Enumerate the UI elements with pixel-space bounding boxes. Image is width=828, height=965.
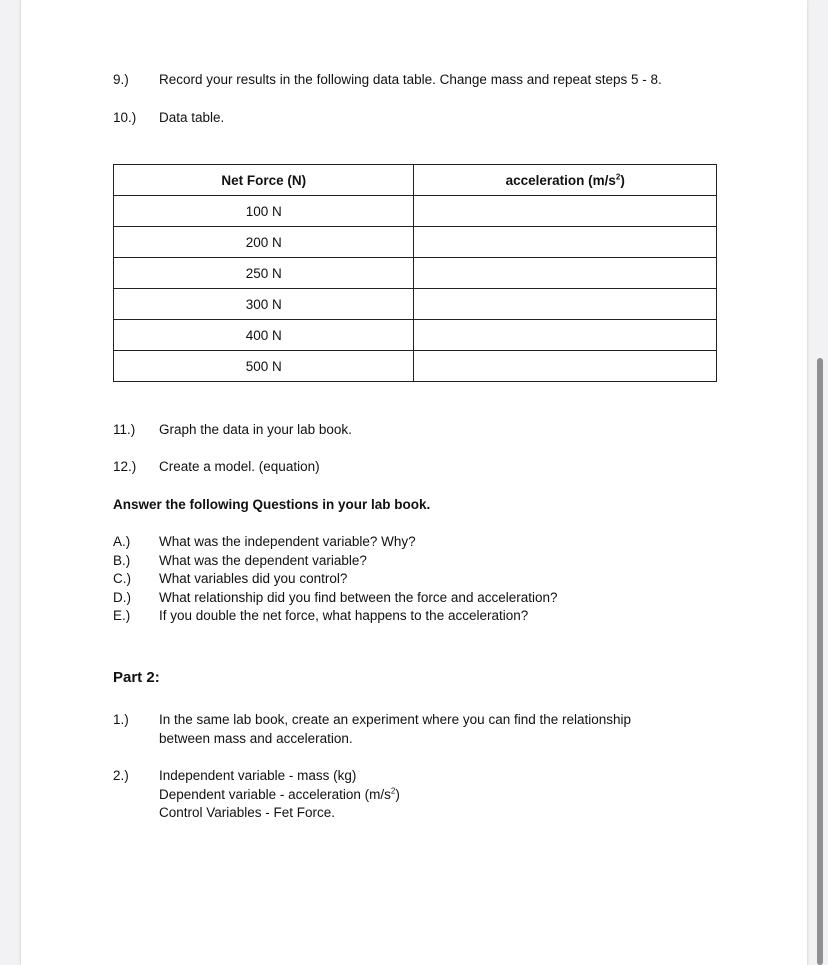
header-acceleration-close: ) <box>620 172 625 188</box>
question-b-text: What was the dependent variable? <box>159 552 367 568</box>
table-row <box>114 320 717 351</box>
step-9-number: 9.) <box>113 72 129 87</box>
acceleration-cell <box>414 227 717 258</box>
force-cell: 200 N <box>114 227 414 258</box>
dependent-variable-close: ) <box>395 786 400 802</box>
header-acceleration-text: acceleration (m/s <box>505 172 616 188</box>
table-header-row <box>114 165 717 196</box>
header-acceleration-exponent: 2 <box>615 172 621 181</box>
question-c-letter: C.) <box>113 571 131 586</box>
force-cell: 250 N <box>114 258 414 289</box>
acceleration-cell <box>414 258 717 289</box>
table-row <box>114 227 717 258</box>
scrollbar-thumb[interactable] <box>817 358 823 965</box>
step-10-text: Data table. <box>159 110 225 125</box>
header-acceleration <box>414 165 717 196</box>
question-d-letter: D.) <box>113 589 131 605</box>
part2-item-1-line-2: between mass and acceleration. <box>159 730 353 746</box>
question-c-text: What variables did you control? <box>159 571 348 586</box>
force-cell: 300 N <box>114 289 414 320</box>
scrollbar-track[interactable] <box>807 0 828 965</box>
step-9-text: Record your results in the following data table. Change mass and repeat steps 5 - 8. <box>159 72 662 87</box>
question-e-letter: E.) <box>113 608 131 623</box>
force-cell: 100 N <box>114 196 414 227</box>
table-row <box>114 351 717 382</box>
question-a-text: What was the independent variable? Why? <box>159 534 416 549</box>
data-table <box>113 164 717 382</box>
acceleration-cell <box>414 196 717 227</box>
dependent-variable-exponent: 2 <box>390 786 396 795</box>
question-d-text: What relationship did you find between the force and acceleration? <box>159 589 558 605</box>
part-2-title: Part 2: <box>113 669 160 686</box>
table-row <box>114 258 717 289</box>
document-page <box>21 0 807 965</box>
part2-item-2-line-1: Independent variable - mass (kg) <box>159 768 357 783</box>
question-b-letter: B.) <box>113 552 131 568</box>
questions-heading: Answer the following Questions in your lab book. <box>113 497 431 512</box>
part2-item-1-number: 1.) <box>113 712 129 727</box>
part2-item-2-line-2 <box>159 786 400 804</box>
step-10-number: 10.) <box>113 110 137 125</box>
acceleration-cell <box>414 351 717 382</box>
step-12-text: Create a model. (equation) <box>159 459 320 474</box>
table-row <box>114 196 717 227</box>
part2-item-2-number: 2.) <box>113 768 129 783</box>
force-cell: 400 N <box>114 320 414 351</box>
acceleration-cell <box>414 320 717 351</box>
dependent-variable-text: Dependent variable - acceleration (m/s <box>159 786 391 802</box>
question-e-text: If you double the net force, what happens to the acceleration? <box>159 608 529 623</box>
step-11-number: 11.) <box>113 422 136 437</box>
force-cell: 500 N <box>114 351 414 382</box>
step-11-text: Graph the data in your lab book. <box>159 422 352 437</box>
part2-item-2-line-3: Control Variables - Fet Force. <box>159 805 336 820</box>
question-a-letter: A.) <box>113 534 131 549</box>
header-net-force: Net Force (N) <box>114 165 414 196</box>
acceleration-cell <box>414 289 717 320</box>
step-12-number: 12.) <box>113 459 137 474</box>
part2-item-1-line-1: In the same lab book, create an experiment where you can find the relationship <box>159 712 632 727</box>
table-row <box>114 289 717 320</box>
